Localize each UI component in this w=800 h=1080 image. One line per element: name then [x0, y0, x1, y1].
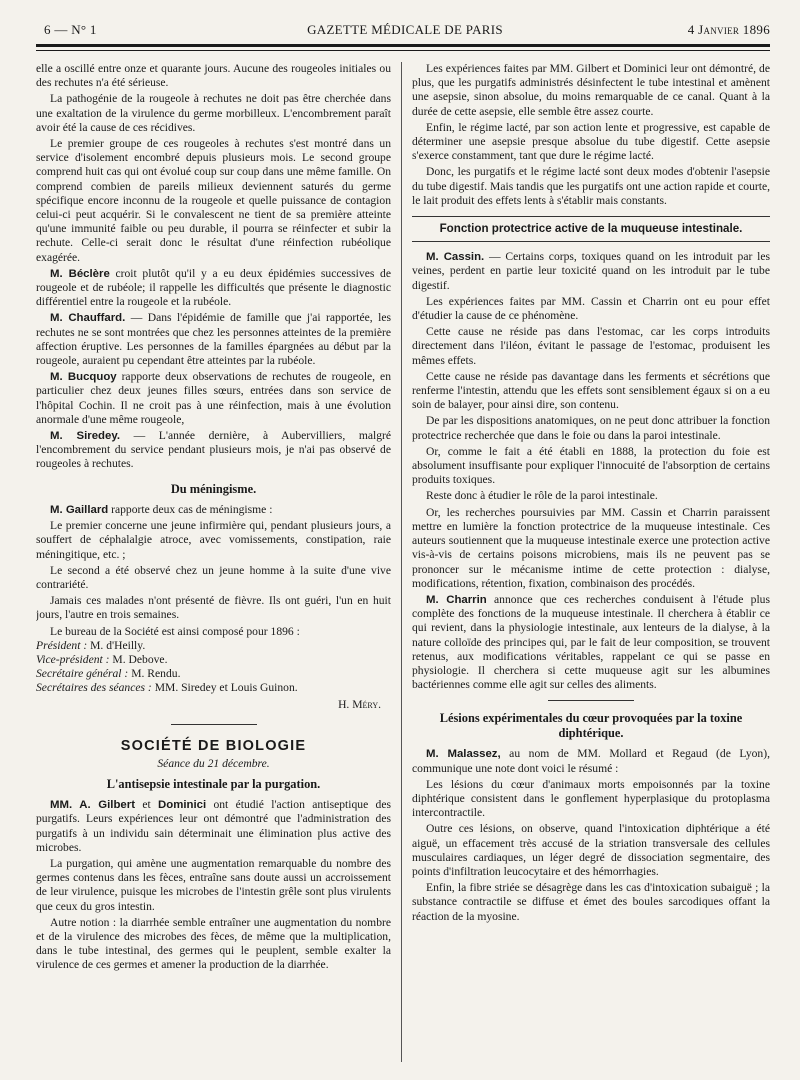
paragraph: Donc, les purgatifs et le régime lacté sont deux modes d'obtenir l'asepsie du tube digestif. Mais tandis que les purgatifs ont une action rapide et courte, le lait produit des effets lents à s'établir mais constants.: [412, 165, 770, 207]
bureau-names: M. Debove.: [109, 652, 168, 666]
paragraph: Or, les recherches poursuivies par MM. Cassin et Charrin paraissent mettre en lumière la fonction protectrice de la muqueuse intestinale. Ces auteurs soutiennent que la muqueuse intestinale exerce une protection active vis-à-vis de certains poisons microbiens, mais ils ne peuvent pas se prononcer sur le mécanisme intime de cette protection : dialyse, modifications, rétention, fixation, combinaison des procédés.: [412, 505, 770, 590]
paragraph-text: et: [135, 798, 159, 812]
paragraph: Les expériences faites par MM. Gilbert et Dominici leur ont démontré, de plus, que les purgatifs administrés désinfectent le tube intestinal et amènent une asepsie, sinon absolue, du moins remarquable de ce canal. Quant à la durée de cette asepsie, elle semble être assez courte.: [412, 62, 770, 118]
paragraph: De par les dispositions anatomiques, on ne peut donc attribuer la fonction protectrice recherchée que dans le foie ou dans la paroi intestinale.: [412, 414, 770, 442]
bureau-intro: Le bureau de la Société est ainsi composé pour 1896 :: [50, 624, 300, 638]
paragraph: Enfin, la fibre striée se désagrège dans les cas d'intoxication subaiguë ; la substance contractile se diffuse et émet des boules sarcodiques offant la réaction de la myosine.: [412, 881, 770, 923]
paragraph: Cette cause ne réside pas dans l'estomac, car les corps introduits directement dans l'iléon, évitant le passage de l'estomac, produisent les mêmes effets.: [412, 325, 770, 367]
paragraph: La purgation, qui amène une augmentation remarquable du nombre des germes contenus dans les fèces, entraîne sans doute aussi un accroissement de leur virulence, puisque les microbes de l'intestin grêle sont plus virulents que ceux du gros intestin.: [36, 856, 391, 913]
paragraph: [36, 503, 391, 517]
section-heading: Du méningisme.: [170, 481, 257, 496]
paragraph: Le premier concerne une jeune infirmière qui, pendant plusieurs jours, a souffert de céphalalgie atroce, avec vomissements, constipation, raie méningitique, etc. ;: [36, 519, 391, 561]
bureau-names: M. d'Heilly.: [87, 638, 146, 652]
paragraph: La pathogénie de la rougeole à rechutes ne doit pas être cherchée dans une exaltation de la virulence du germe morbilleux. L'encombrement paraît avoir été la cause de ces récidives.: [36, 92, 391, 134]
header-rule-thin: [36, 50, 770, 51]
speaker-name: M. Chauffard.: [50, 312, 126, 325]
bureau-names: M. Rendu.: [128, 667, 181, 681]
bureau-role: Secrétaires des séances :: [36, 681, 152, 695]
paragraph: Le premier groupe de ces rougeoles à rechutes s'est montré dans un service d'isolement encombré depuis plusieurs mois. Le second groupe comprend huit cas qui ont évolué coup sur coup dans une même famille. On comprend combien de pareils milieux deviennent saturés du germe spécifique encore inconnu de la rougeole et quelle puissance de contagion celui-ci peut acquérir. Si le convalescent ne tient de sa première atteinte qu'une immunité faible ou peu durable, il pourra se réinfecter et subir la rechute. Celle-ci serait donc le résultat d'une réinfection rubéolique exagérée.: [36, 137, 391, 264]
paragraph: Outre ces lésions, on observe, quand l'intoxication diphtérique a été aiguë, un effacement très accusé de la striation transversale des cellules musculaires cardiaques, un léger degré de dissociation segmentaire, des points d'infiltration leucocytaire et des hémorrhagies.: [412, 822, 770, 878]
paragraph: [412, 593, 770, 692]
paragraph: [36, 429, 391, 472]
paragraph-text: rapporte deux observations de rechutes de rougeole, en particulier chez deux jeunes filles sœurs, entrées dans son service de l'hôpital Cochin. Il ne croit pas à une réinfection, mais à une évolution anormale d'une même rougeole,: [36, 370, 391, 426]
bureau-entry: [36, 653, 391, 667]
paragraph: [36, 311, 391, 368]
society-title: SOCIÉTÉ DE BIOLOGIE: [120, 737, 307, 754]
header-rule-thick: [36, 44, 770, 47]
right-column: [412, 62, 770, 1067]
speaker-name: M. Gaillard: [50, 503, 109, 516]
section-heading: Lésions expérimentales du cœur provoquées par la toxine diphtérique.: [439, 711, 743, 741]
paragraph: Jamais ces malades n'ont présenté de fièvre. Ils ont guéri, l'un en huit jours, l'autre en trois semaines.: [36, 594, 391, 622]
speaker-name: M. Béclère: [50, 267, 110, 280]
paragraph: [36, 370, 391, 427]
page-header: [40, 18, 770, 42]
section-heading: L'antisepsie intestinale par la purgation.: [106, 777, 321, 792]
paragraph-text: annonce que ces recherches conduisent à l'étude plus complète des fonctions de la muqueuse intestinale. Il cherchera à établir ce qui revient, dans la physiologie intestinale, aux lenteurs de la dialyse, à la nature colloïde des principes qui, par le fait de leur composition, se trouvent retenus, aux modifications véritables, rappelant ce qui se passe en physiologie. Il cherchera si cette muqueuse agit sur les albumines bactériennes comme elle agit sur celles des aliments.: [412, 592, 770, 692]
paragraph: Les expériences faites par MM. Cassin et Charrin ont eu pour effet d'étudier la cause de ce phénomène.: [412, 294, 770, 323]
bureau-role: Vice-président :: [36, 652, 110, 666]
bureau-entry: [36, 681, 391, 695]
left-column: [36, 62, 391, 1067]
paragraph: Or, comme le fait a été établi en 1888, la protection du foie est absolument insuffisante pour expliquer l'innocuité de l'absorption de certains produits toxiques.: [412, 444, 770, 487]
speaker-name: M. Siredey.: [50, 430, 120, 443]
speaker-name: Dominici: [158, 799, 207, 812]
speaker-name: M. Bucquoy: [50, 371, 117, 384]
paragraph-text: croit plutôt qu'il y a eu deux épidémies successives de rougeole et de rubéole; il rappelle les difficultés que présente le diagnostic différentiel entre la rougeole et la rubéole.: [36, 266, 391, 309]
section-heading: Fonction protectrice active de la muqueuse intestinale.: [412, 216, 770, 242]
journal-title: GAZETTE MÉDICALE DE PARIS: [307, 22, 503, 37]
paragraph: Le second a été observé chez un jeune homme à la suite d'une vive contrariété.: [36, 563, 391, 591]
paragraph-text: ont étudié l'action antiseptique des purgatifs. Leurs expériences leur ont démontré que l'administration des purgatifs à un individu sain déterminait une élimination plus active des microbes.: [36, 798, 391, 854]
speaker-name: MM. A. Gilbert: [50, 799, 135, 812]
session-date: Séance du 21 décembre.: [157, 756, 270, 770]
bureau-list: [36, 625, 391, 696]
paragraph: [412, 747, 770, 775]
speaker-name: M. Malassez,: [426, 748, 501, 761]
section-divider: [171, 724, 257, 725]
bureau-entry: [36, 667, 391, 681]
column-divider: [401, 62, 402, 1062]
paragraph-text: — L'année dernière, à Aubervilliers, malgré l'encombrement du service pendant plusieurs mois, je n'ai pas observé de rougeoles à rechutes.: [36, 429, 391, 471]
paragraph: elle a oscillé entre onze et quarante jours. Aucune des rougeoles initiales ou des rechutes n'a été sérieuse.: [36, 62, 391, 90]
paragraph: Cette cause ne réside pas davantage dans les ferments et sécrétions que renferme l'intestin, attendu que les effets sont sensiblement égaux si on a eu soin de balayer, pour ainsi dire, son contenu.: [412, 369, 770, 412]
issue-date: 4 Janvier 1896: [687, 22, 770, 37]
page-number: 6 — N° 1: [44, 22, 97, 37]
paragraph: Reste donc à étudier le rôle de la paroi intestinale.: [426, 489, 658, 503]
paragraph-text: rapporte deux cas de méningisme :: [108, 502, 273, 516]
bureau-role: Secrétaire général :: [36, 667, 129, 681]
paragraph-text: — Dans l'épidémie de famille que j'ai rapportée, les rechutes ne se sont montrées que chez les personnes atteintes de la première affection éruptive. Les personnes de la familles épargnées au début par la rougeole, auraient pu cependant être atteintes par la rubéole.: [36, 311, 391, 368]
section-divider: [548, 700, 634, 701]
bureau-entry: [36, 639, 391, 653]
bureau-role: Président :: [36, 638, 88, 652]
paragraph: Enfin, le régime lacté, par son action lente et progressive, est capable de déterminer une asepsie presque absolue du tube digestif. Cette asepsie s'exerce constamment, tant que dure le régime lacté.: [412, 120, 770, 163]
paragraph-text: au nom de MM. Mollard et Regaud (de Lyon), communique une note dont voici le résumé :: [412, 747, 770, 775]
bureau-names: MM. Siredey et Louis Guinon.: [151, 681, 298, 695]
paragraph: [36, 267, 391, 310]
paragraph: Les lésions du cœur d'animaux morts empoisonnés par la toxine diphtérique consistent dans le gonflement hyperplasique du protoplasma intercontractile.: [412, 777, 770, 820]
signature: H. Méry.: [338, 697, 381, 711]
paragraph: [412, 250, 770, 293]
speaker-name: M. Charrin: [426, 593, 487, 606]
paragraph-text: — Certains corps, toxiques quand on les introduit par les veines, perdent en partie leur toxicité quand on les introduit par le tube digestif.: [412, 250, 770, 292]
speaker-name: M. Cassin.: [426, 251, 485, 264]
paragraph: Autre notion : la diarrhée semble entraîner une augmentation du nombre et de la virulence des microbes des fèces, de même que la multiplication, dans le tube intestinal, des germes qui le peuplent, semble exalter la virulence de ces germes et amener la production de la diarrhée.: [36, 915, 391, 972]
paragraph: [36, 798, 391, 855]
